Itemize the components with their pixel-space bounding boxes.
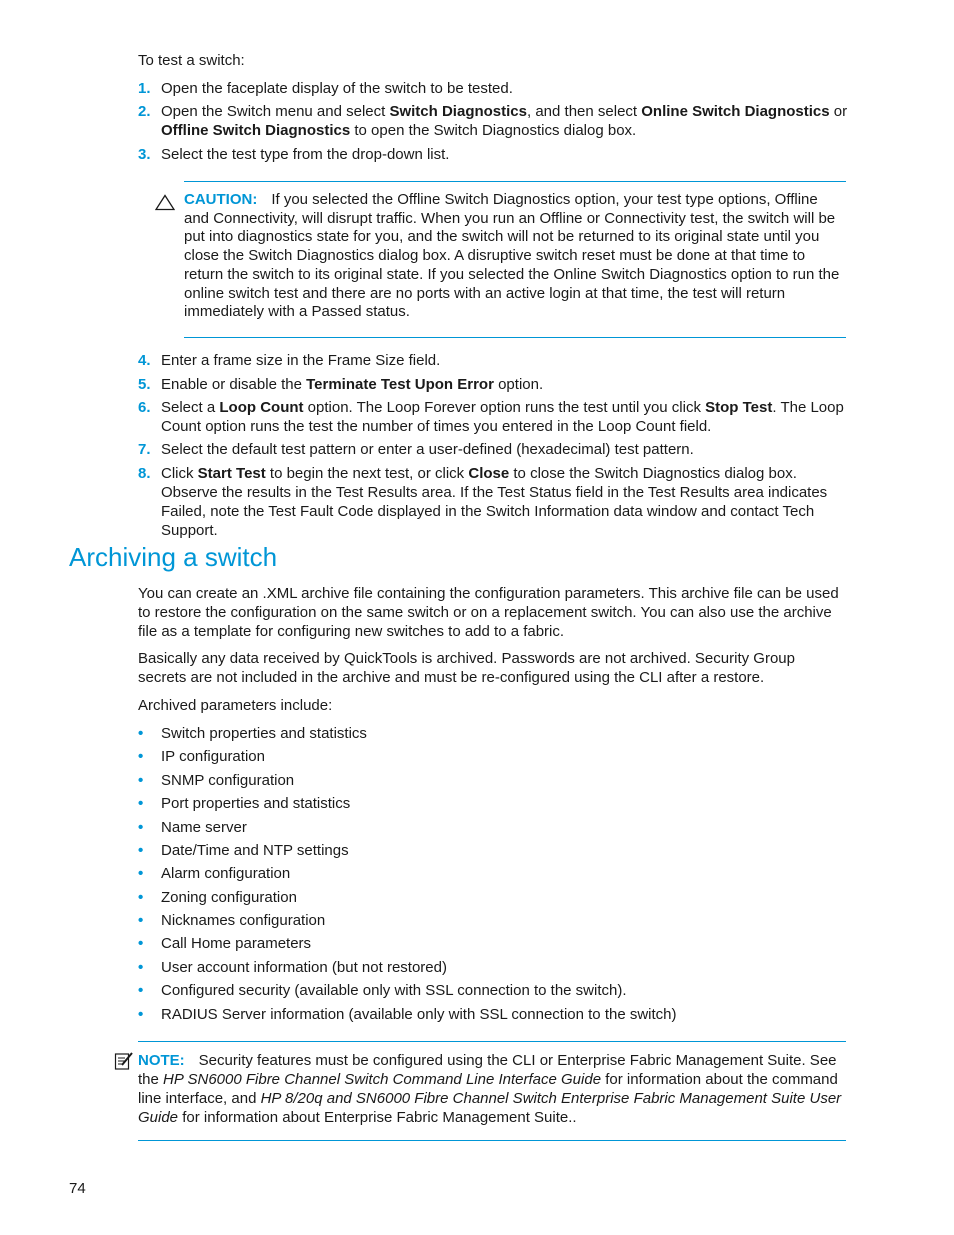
list-item bbox=[138, 911, 838, 930]
ui-term: Offline Switch Diagnostics bbox=[161, 122, 351, 139]
list-item bbox=[138, 958, 838, 977]
step-number: 6. bbox=[138, 399, 151, 416]
bullet-dot-icon: • bbox=[138, 725, 144, 742]
intro-text: To test a switch: bbox=[138, 52, 245, 69]
step-4 bbox=[138, 351, 848, 370]
step-text-part: . The Loop Count option runs the test the number of times you entered in the Loop Count field. bbox=[161, 399, 844, 435]
bullet-dot-icon: • bbox=[138, 842, 144, 859]
caution-top-rule bbox=[184, 181, 846, 182]
bullet-dot-icon: • bbox=[138, 889, 144, 906]
note-text-part: for information about the command line interface, and bbox=[138, 1071, 838, 1107]
step-2 bbox=[138, 102, 848, 140]
step-text bbox=[161, 375, 848, 394]
list-item-text: SNMP configuration bbox=[161, 772, 295, 789]
step-8 bbox=[138, 464, 848, 540]
step-text bbox=[161, 145, 848, 164]
step-text bbox=[161, 102, 848, 140]
list-item bbox=[138, 841, 838, 860]
section-heading: Archiving a switch bbox=[69, 542, 278, 572]
step-1 bbox=[138, 79, 848, 98]
list-item-text: User account information (but not restored) bbox=[161, 959, 447, 976]
step-number: 1. bbox=[138, 80, 151, 97]
list-item-text: Date/Time and NTP settings bbox=[161, 842, 349, 859]
step-number: 4. bbox=[138, 352, 151, 369]
ui-term: Switch Diagnostics bbox=[389, 103, 527, 120]
list-item-text: IP configuration bbox=[161, 748, 265, 765]
step-3 bbox=[138, 145, 848, 164]
step-number: 5. bbox=[138, 376, 151, 393]
document-title-reference: HP 8/20q and SN6000 Fibre Channel Switch Enterprise Fabric Management Suite User Guide bbox=[138, 1090, 842, 1126]
note-pencil-icon bbox=[114, 1051, 134, 1075]
bullet-dot-icon: • bbox=[138, 795, 144, 812]
list-item-text: Port properties and statistics bbox=[161, 795, 351, 812]
bullet-dot-icon: • bbox=[138, 865, 144, 882]
step-text-part: Click bbox=[161, 465, 198, 482]
step-text bbox=[161, 351, 848, 370]
step-text-part: option. bbox=[493, 376, 544, 393]
note-text-part: for information about Enterprise Fabric Management Suite.. bbox=[178, 1109, 577, 1126]
page-number: 74 bbox=[69, 1180, 86, 1197]
step-text bbox=[161, 79, 848, 98]
step-text-part: Open the Switch menu and select bbox=[161, 103, 390, 120]
caution-bottom-rule bbox=[184, 337, 846, 338]
step-text-part: option. The Loop Forever option runs the test until you click bbox=[303, 399, 706, 416]
step-text-part: or bbox=[829, 103, 848, 120]
ui-term: Stop Test bbox=[705, 399, 773, 416]
list-item bbox=[138, 981, 838, 1000]
caution-triangle-icon bbox=[155, 194, 175, 215]
step-text-part: , and then select bbox=[527, 103, 642, 120]
ui-term: Start Test bbox=[197, 465, 266, 482]
list-item-text: RADIUS Server information (available only with SSL connection to the switch) bbox=[161, 1006, 677, 1023]
document-title-reference: HP SN6000 Fibre Channel Switch Command Line Interface Guide bbox=[163, 1071, 602, 1088]
list-item-text: Nicknames configuration bbox=[161, 912, 326, 929]
step-number: 2. bbox=[138, 103, 151, 120]
note-top-rule bbox=[138, 1041, 846, 1042]
step-text-part: Select a bbox=[161, 399, 220, 416]
list-item bbox=[138, 1005, 838, 1024]
caution-text: If you selected the Offline Switch Diagnostics option, your test type options, Offline and Connectivity, will disrupt traffic. When you run an Offline or Connectivity test, the switch will be put into diagnostics state for you, and the switch will not be returned to its original state until you close the Switch Diagnostics dialog box. A disruptive switch reset must be done at that time to return the switch to its original state. If you selected the Online Switch Diagnostics option to run the online switch test and there are no ports with an active login at that time, the test will return immediately with a Passed status. bbox=[184, 191, 840, 321]
list-item bbox=[138, 888, 838, 907]
bullet-dot-icon: • bbox=[138, 748, 144, 765]
note-block bbox=[138, 1051, 846, 1127]
list-item-text: Call Home parameters bbox=[161, 935, 312, 952]
list-item-text: Switch properties and statistics bbox=[161, 725, 367, 742]
section-paragraph-1: You can create an .XML archive file containing the configuration parameters. This archive file can be used to restore the configuration on the same switch or on a replacement switch. You can also use the archive file as a template for configuring new switches to add to a fabric. bbox=[138, 585, 839, 640]
step-7 bbox=[138, 440, 848, 459]
step-text-part: Enter a frame size in the Frame Size field. bbox=[161, 352, 441, 369]
list-item bbox=[138, 864, 838, 883]
bullet-dot-icon: • bbox=[138, 959, 144, 976]
list-item-text: Alarm configuration bbox=[161, 865, 291, 882]
step-text-part: to open the Switch Diagnostics dialog box. bbox=[350, 122, 637, 139]
ui-term: Loop Count bbox=[219, 399, 304, 416]
list-item-text: Configured security (available only with SSL connection to the switch). bbox=[161, 982, 627, 999]
step-text-part: Open the faceplate display of the switch to be tested. bbox=[161, 80, 513, 97]
list-item bbox=[138, 771, 838, 790]
list-item bbox=[138, 724, 838, 743]
list-item-text: Name server bbox=[161, 819, 247, 836]
list-item-text: Zoning configuration bbox=[161, 889, 297, 906]
step-text bbox=[161, 440, 848, 459]
section-paragraph-3: Archived parameters include: bbox=[138, 697, 333, 714]
bullet-dot-icon: • bbox=[138, 819, 144, 836]
ui-term: Close bbox=[468, 465, 510, 482]
bullet-dot-icon: • bbox=[138, 912, 144, 929]
caution-block bbox=[184, 191, 846, 322]
step-text-part: Enable or disable the bbox=[161, 376, 307, 393]
step-text-part: to begin the next test, or click bbox=[265, 465, 469, 482]
bullet-dot-icon: • bbox=[138, 1006, 144, 1023]
caution-label: CAUTION: bbox=[184, 191, 258, 208]
list-item bbox=[138, 747, 838, 766]
bullet-dot-icon: • bbox=[138, 982, 144, 999]
step-6 bbox=[138, 398, 848, 436]
step-number: 7. bbox=[138, 441, 151, 458]
step-5 bbox=[138, 375, 848, 394]
section-paragraph-2: Basically any data received by QuickTools is archived. Passwords are not archived. Security Group secrets are not included in the archive and must be re-configured using the CLI after a restore. bbox=[138, 650, 795, 686]
ui-term: Online Switch Diagnostics bbox=[641, 103, 830, 120]
bullet-dot-icon: • bbox=[138, 935, 144, 952]
note-text-part: Security features must be configured using the CLI or Enterprise Fabric Management Suite. See the bbox=[138, 1052, 837, 1088]
note-label: NOTE: bbox=[138, 1052, 185, 1069]
step-number: 3. bbox=[138, 146, 151, 163]
ui-term: Terminate Test Upon Error bbox=[306, 376, 494, 393]
step-text bbox=[161, 464, 848, 540]
step-text-part: to close the Switch Diagnostics dialog box. Observe the results in the Test Results area. If the Test Status field in the Test Results area indicates Failed, note the Test Fault Code displayed in the Switch Information data window and contact Tech Support. bbox=[161, 465, 828, 539]
note-bottom-rule bbox=[138, 1140, 846, 1141]
step-text-part: Select the test type from the drop-down list. bbox=[161, 146, 450, 163]
step-text bbox=[161, 398, 848, 436]
step-text-part: Select the default test pattern or enter a user-defined (hexadecimal) test pattern. bbox=[161, 441, 694, 458]
bullet-dot-icon: • bbox=[138, 772, 144, 789]
list-item bbox=[138, 794, 838, 813]
list-item bbox=[138, 934, 838, 953]
step-number: 8. bbox=[138, 465, 151, 482]
list-item bbox=[138, 818, 838, 837]
